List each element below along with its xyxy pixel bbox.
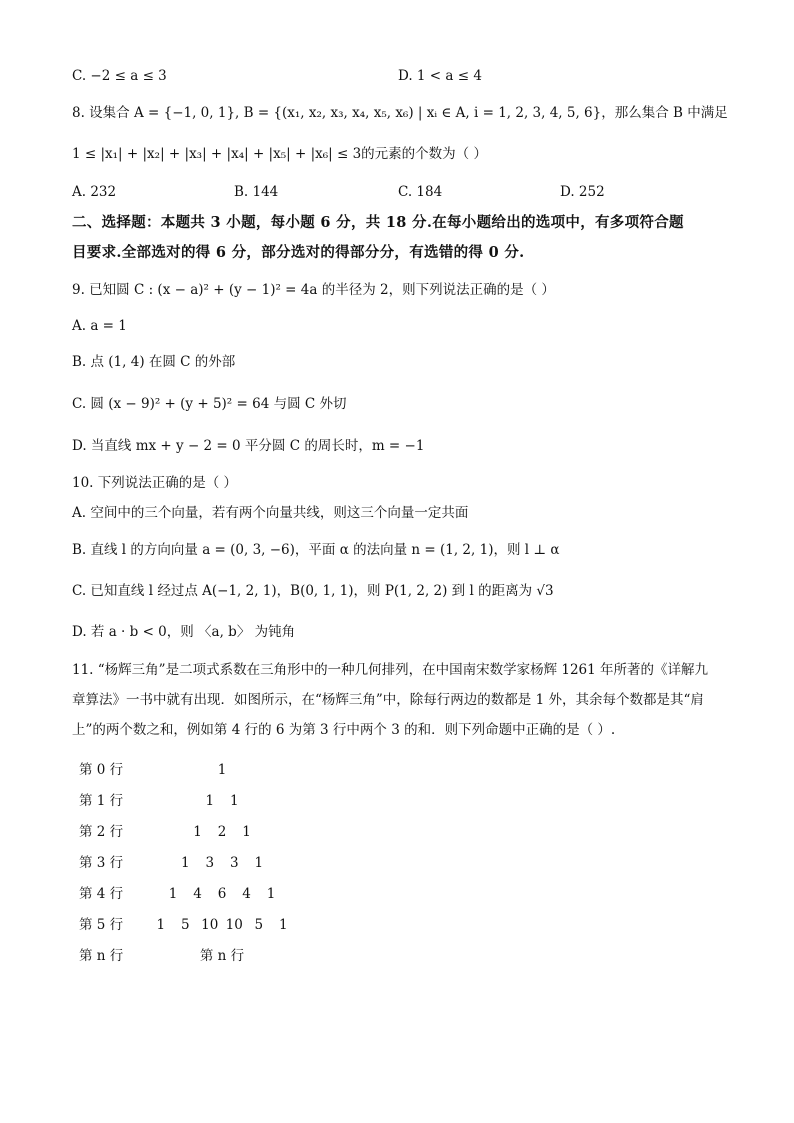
triangle-value: 2 <box>217 824 227 840</box>
triangle-value: 6 <box>217 886 227 902</box>
q8-option-b: B. 144 <box>234 184 279 200</box>
triangle-row-label: 第 1 行 <box>79 793 124 809</box>
q9-stem: 9. 已知圆 C : (x − a)² + (y − 1)² = 4a 的半径为 2，则下列说法正确的是（ ） <box>72 282 555 298</box>
q10-option-a: A. 空间中的三个向量，若有两个向量共线，则这三个向量一定共面 <box>72 505 469 521</box>
q8-option-a: A. 232 <box>72 184 117 200</box>
q7-option-c: C. −2 ≤ a ≤ 3 <box>72 68 167 84</box>
q11-stem-line2: 章算法》一书中就有出现．如图所示，在“杨辉三角”中，除每行两边的数都是 1 外，其余每个数都是其“肩 <box>72 692 704 708</box>
triangle-row-label: 第 3 行 <box>79 855 124 871</box>
triangle-value: 1 <box>254 855 264 871</box>
q10-option-b: B. 直线 l 的方向向量 a = (0, 3, −6)，平面 α 的法向量 n = (1, 2, 1)，则 l ⊥ α <box>72 542 560 558</box>
q10-option-d: D. 若 a · b < 0，则 〈a, b〉 为钝角 <box>72 624 296 640</box>
q8-stem-line1: 8. 设集合 A = {−1, 0, 1}, B = {(x₁, x₂, x₃, x₄, x₅, x₆) | xᵢ ∈ A, i = 1, 2, 3, 4, 5, 6}，那么集合 B 中满足 <box>72 105 728 121</box>
q9-option-b: B. 点 (1, 4) 在圆 C 的外部 <box>72 354 236 370</box>
triangle-value: 1 <box>168 886 178 902</box>
triangle-row-label: 第 n 行 <box>79 948 124 964</box>
triangle-value: 5 <box>254 917 264 933</box>
q9-option-c: C. 圆 (x − 9)² + (y + 5)² = 64 与圆 C 外切 <box>72 396 347 412</box>
triangle-value: 1 <box>180 855 190 871</box>
section2-heading-line1: 二、选择题：本题共 3 小题，每小题 6 分，共 18 分.在每小题给出的选项中，有多项符合题 <box>72 214 684 231</box>
q8-option-c: C. 184 <box>398 184 443 200</box>
triangle-row-label: 第 2 行 <box>79 824 124 840</box>
triangle-value: 10 <box>201 917 219 933</box>
triangle-value: 10 <box>225 917 243 933</box>
triangle-row-label: 第 5 行 <box>79 917 124 933</box>
q11-stem-line1: 11. “杨辉三角”是二项式系数在三角形中的一种几何排列，在中国南宋数学家杨辉 1261 年所著的《详解九 <box>72 662 709 678</box>
q11-stem-line3: 上”的两个数之和，例如第 4 行的 6 为第 3 行中两个 3 的和．则下列命题中正确的是（ ）. <box>72 722 616 738</box>
triangle-value: 1 <box>266 886 276 902</box>
triangle-value: 1 <box>156 917 166 933</box>
triangle-value: 5 <box>180 917 190 933</box>
triangle-value: 1 <box>205 793 215 809</box>
triangle-value: 1 <box>229 793 239 809</box>
triangle-value: 1 <box>242 824 251 840</box>
q9-option-a: A. a = 1 <box>72 318 127 334</box>
triangle-value: 第 n 行 <box>199 948 245 964</box>
triangle-row-label: 第 0 行 <box>79 762 124 778</box>
triangle-value: 1 <box>278 917 288 933</box>
q10-option-c: C. 已知直线 l 经过点 A(−1, 2, 1)，B(0, 1, 1)，则 P(1, 2, 2) 到 l 的距离为 √3 <box>72 583 554 599</box>
q7-option-d: D. 1 < a ≤ 4 <box>398 68 482 84</box>
triangle-value: 4 <box>193 886 202 902</box>
section2-heading-line2: 目要求.全部选对的得 6 分，部分选对的得部分分，有选错的得 0 分. <box>72 244 525 261</box>
triangle-value: 3 <box>229 855 239 871</box>
q8-option-d: D. 252 <box>560 184 605 200</box>
triangle-value: 1 <box>217 762 227 778</box>
q8-stem-line2: 1 ≤ |x₁| + |x₂| + |x₃| + |x₄| + |x₅| + |x₆| ≤ 3的元素的个数为（ ） <box>72 146 487 162</box>
q10-stem: 10. 下列说法正确的是（ ） <box>72 475 238 491</box>
triangle-value: 3 <box>205 855 215 871</box>
triangle-value: 1 <box>193 824 202 840</box>
triangle-row-label: 第 4 行 <box>79 886 124 902</box>
q9-option-d: D. 当直线 mx + y − 2 = 0 平分圆 C 的周长时，m = −1 <box>72 438 425 454</box>
triangle-value: 4 <box>242 886 251 902</box>
